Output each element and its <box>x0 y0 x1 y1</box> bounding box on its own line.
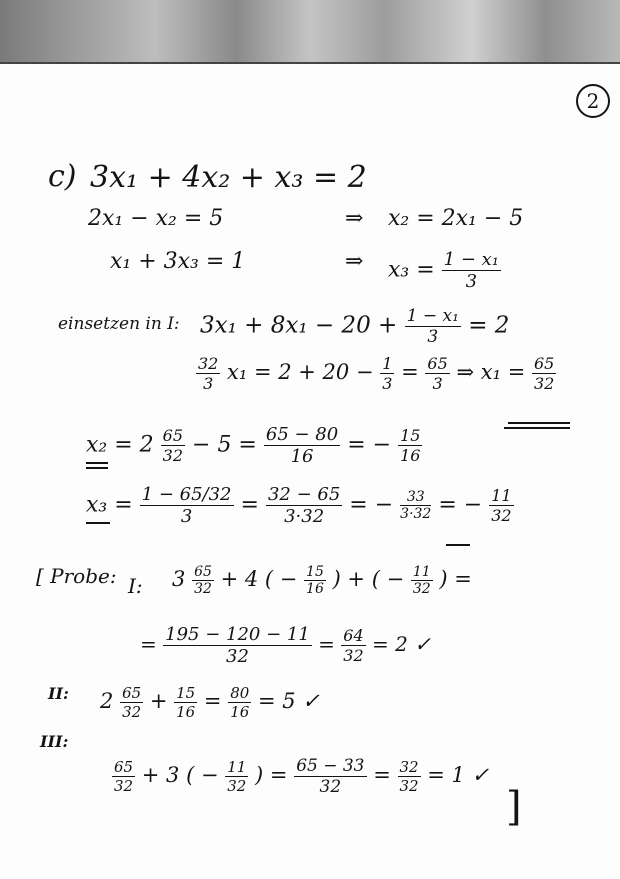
x2-underline <box>86 462 108 464</box>
x1-underline-2 <box>504 427 570 429</box>
x2-lhs: x₂ = 2 <box>86 432 154 458</box>
x3-big-fraction <box>140 484 234 527</box>
result-fraction <box>425 354 449 393</box>
equation-3: x₁ + 3x₃ = 1 <box>110 249 246 274</box>
fraction-numerator: 32 − 65 <box>267 484 341 505</box>
fraction-denominator: 16 <box>230 703 250 721</box>
eq2-result: x₂ = 2x₁ − 5 <box>388 206 524 231</box>
fraction-numerator: 33 <box>400 489 431 506</box>
probe-I-line-1 <box>172 564 472 597</box>
fraction-numerator: 1 − 65/32 <box>141 484 232 505</box>
probe-I-c: ) + ( − <box>332 567 405 591</box>
fraction-denominator: 32 <box>491 506 512 525</box>
probe-III-a-fraction <box>112 758 135 795</box>
fraction-numerator: 15 <box>306 564 324 580</box>
x1-fraction <box>532 354 556 393</box>
fraction-denominator: 32 <box>399 777 419 795</box>
probe-III-c: ) = <box>255 763 288 787</box>
x3-eq2: = − <box>349 492 394 518</box>
probe-I-a-fraction <box>192 564 214 597</box>
eq2-arrow: ⇒ <box>345 206 364 231</box>
probe-III-eq: = <box>373 763 391 787</box>
fraction-numerator: 1 <box>382 354 393 373</box>
fraction-numerator: 65 <box>122 684 142 702</box>
x1-label: x₁ = <box>480 360 526 384</box>
sub-line1-rhs: = 2 <box>468 312 510 339</box>
fraction-numerator: 65 − 33 <box>296 756 365 776</box>
probe-I-label: I: <box>128 574 143 598</box>
probe-I2-tail: = 2 ✓ <box>372 632 431 656</box>
fraction-denominator: 3 <box>465 271 478 292</box>
probe-I2-eq2: = <box>318 632 335 656</box>
eq3-arrow: ⇒ <box>345 249 364 274</box>
scan-edge-band <box>0 0 620 62</box>
probe-I-line-2 <box>140 624 431 667</box>
probe-I2-result-fraction <box>341 626 365 665</box>
probe-III-result-fraction <box>398 758 421 795</box>
fraction-numerator: 11 <box>227 758 247 776</box>
fraction-numerator: 15 <box>400 426 421 445</box>
eq3-result <box>388 249 501 292</box>
probe-III-tail: = 1 ✓ <box>427 763 490 787</box>
probe-III-b: + 3 ( − <box>141 763 219 787</box>
x1-underline <box>508 422 570 424</box>
fraction-numerator: 1 − x₁ <box>443 249 500 270</box>
substitution-line-2 <box>196 354 556 393</box>
x2-eq: = <box>347 432 366 458</box>
probe-III-step-fraction <box>294 756 366 797</box>
fraction-denominator: 3 <box>427 327 439 347</box>
probe-I-c-fraction <box>411 564 433 597</box>
probe-I-d: ) = <box>439 567 472 591</box>
fraction-denominator: 32 <box>194 581 212 597</box>
handwritten-page <box>0 62 620 879</box>
fraction-denominator: 16 <box>290 446 314 467</box>
probe-II-result-fraction <box>228 684 251 721</box>
sub-line1-fraction <box>405 306 461 347</box>
fraction-denominator: 32 <box>114 777 134 795</box>
fraction-numerator: 32 <box>399 758 419 776</box>
x2-minus5: − 5 = <box>192 432 257 458</box>
fraction-numerator: 11 <box>491 486 512 505</box>
fraction-denominator: 3 <box>203 374 214 393</box>
equation-2: 2x₁ − x₂ = 5 <box>88 206 224 231</box>
fraction-denominator: 16 <box>400 446 421 465</box>
fraction-denominator: 3 <box>382 374 393 393</box>
closing-bracket: ] <box>506 784 522 830</box>
x3-step-fraction <box>266 484 342 527</box>
fraction-denominator: 32 <box>412 581 431 597</box>
x3-calculation <box>86 484 514 527</box>
fraction-denominator: 32 <box>122 703 142 721</box>
sub-line2-arrow: ⇒ <box>456 360 475 384</box>
fraction-denominator: 32 <box>227 777 247 795</box>
fraction-numerator: 65 <box>427 354 448 373</box>
substitution-label: einsetzen in I: <box>58 314 180 334</box>
eq3-result-fraction <box>442 249 501 292</box>
probe-label: [ Probe: <box>36 564 117 588</box>
coef-fraction <box>196 354 220 393</box>
probe-I-b: + 4 ( − <box>220 567 298 591</box>
fraction-numerator: 64 <box>343 626 364 645</box>
fraction-numerator: 65 <box>534 354 555 373</box>
x2-step-fraction <box>264 424 340 467</box>
probe-I2-eq: = <box>140 632 157 656</box>
x2-fraction <box>161 426 185 465</box>
probe-II-line <box>100 684 320 721</box>
x2-result-fraction <box>398 426 422 465</box>
part-label: c) <box>48 159 77 194</box>
third-fraction <box>380 354 394 393</box>
fraction-numerator: 65 <box>114 758 134 776</box>
fraction-numerator: 65 <box>194 564 212 580</box>
x2-calculation <box>86 424 422 467</box>
sub-line2-mid: x₁ = 2 + 20 − <box>227 360 374 384</box>
fraction-numerator: 32 <box>198 354 219 373</box>
fraction-numerator: 1 − x₁ <box>406 306 459 326</box>
substitution-line-1 <box>200 306 509 347</box>
x2-sign: − <box>372 432 392 458</box>
probe-I-a: 3 <box>172 567 186 591</box>
equation-1: 3x₁ + 4x₂ + x₃ = 2 <box>90 160 367 195</box>
probe-II-a-fraction <box>120 684 143 721</box>
x3-underline <box>86 522 110 524</box>
fraction-denominator: 3 <box>180 506 193 527</box>
fraction-denominator: 16 <box>306 581 324 597</box>
x3-step2-fraction <box>400 489 431 522</box>
fraction-numerator: 65 <box>162 426 184 445</box>
x3-result-underline <box>446 544 470 546</box>
probe-II-b: + <box>149 689 168 713</box>
x3-result-fraction <box>489 486 513 525</box>
x3-lhs: x₃ = <box>86 492 133 518</box>
probe-II-label: II: <box>48 684 69 703</box>
fraction-denominator: 32 <box>534 374 555 393</box>
fraction-denominator: 32 <box>162 446 184 465</box>
sub-line1-lhs: 3x₁ + 8x₁ − 20 + <box>200 312 398 339</box>
fraction-numerator: 11 <box>412 564 431 580</box>
x2-underline-2 <box>86 467 108 469</box>
eq3-result-lhs: x₃ = <box>388 257 435 283</box>
fraction-numerator: 195 − 120 − 11 <box>165 624 310 645</box>
probe-II-eq: = <box>203 689 222 713</box>
fraction-numerator: 80 <box>230 684 250 702</box>
fraction-denominator: 16 <box>176 703 196 721</box>
probe-II-tail: = 5 ✓ <box>258 689 320 713</box>
fraction-numerator: 65 − 80 <box>265 424 339 445</box>
sub-line2-eq: = <box>401 360 419 384</box>
fraction-denominator: 3·32 <box>400 506 432 522</box>
page-number: 2 <box>576 84 610 118</box>
x3-eq1: = <box>240 492 259 518</box>
fraction-denominator: 3·32 <box>284 506 325 527</box>
fraction-numerator: 15 <box>176 684 196 702</box>
probe-I-b-fraction <box>304 564 326 597</box>
probe-III-label: III: <box>40 732 69 751</box>
probe-II-b-fraction <box>174 684 197 721</box>
probe-III-line <box>112 756 489 797</box>
x3-eq3: = − <box>438 492 483 518</box>
probe-I2-fraction <box>163 624 312 667</box>
fraction-denominator: 32 <box>343 646 364 665</box>
fraction-denominator: 3 <box>432 374 443 393</box>
probe-III-b-fraction <box>225 758 248 795</box>
fraction-denominator: 32 <box>319 777 342 797</box>
fraction-denominator: 32 <box>226 646 249 667</box>
probe-II-a: 2 <box>100 689 114 713</box>
